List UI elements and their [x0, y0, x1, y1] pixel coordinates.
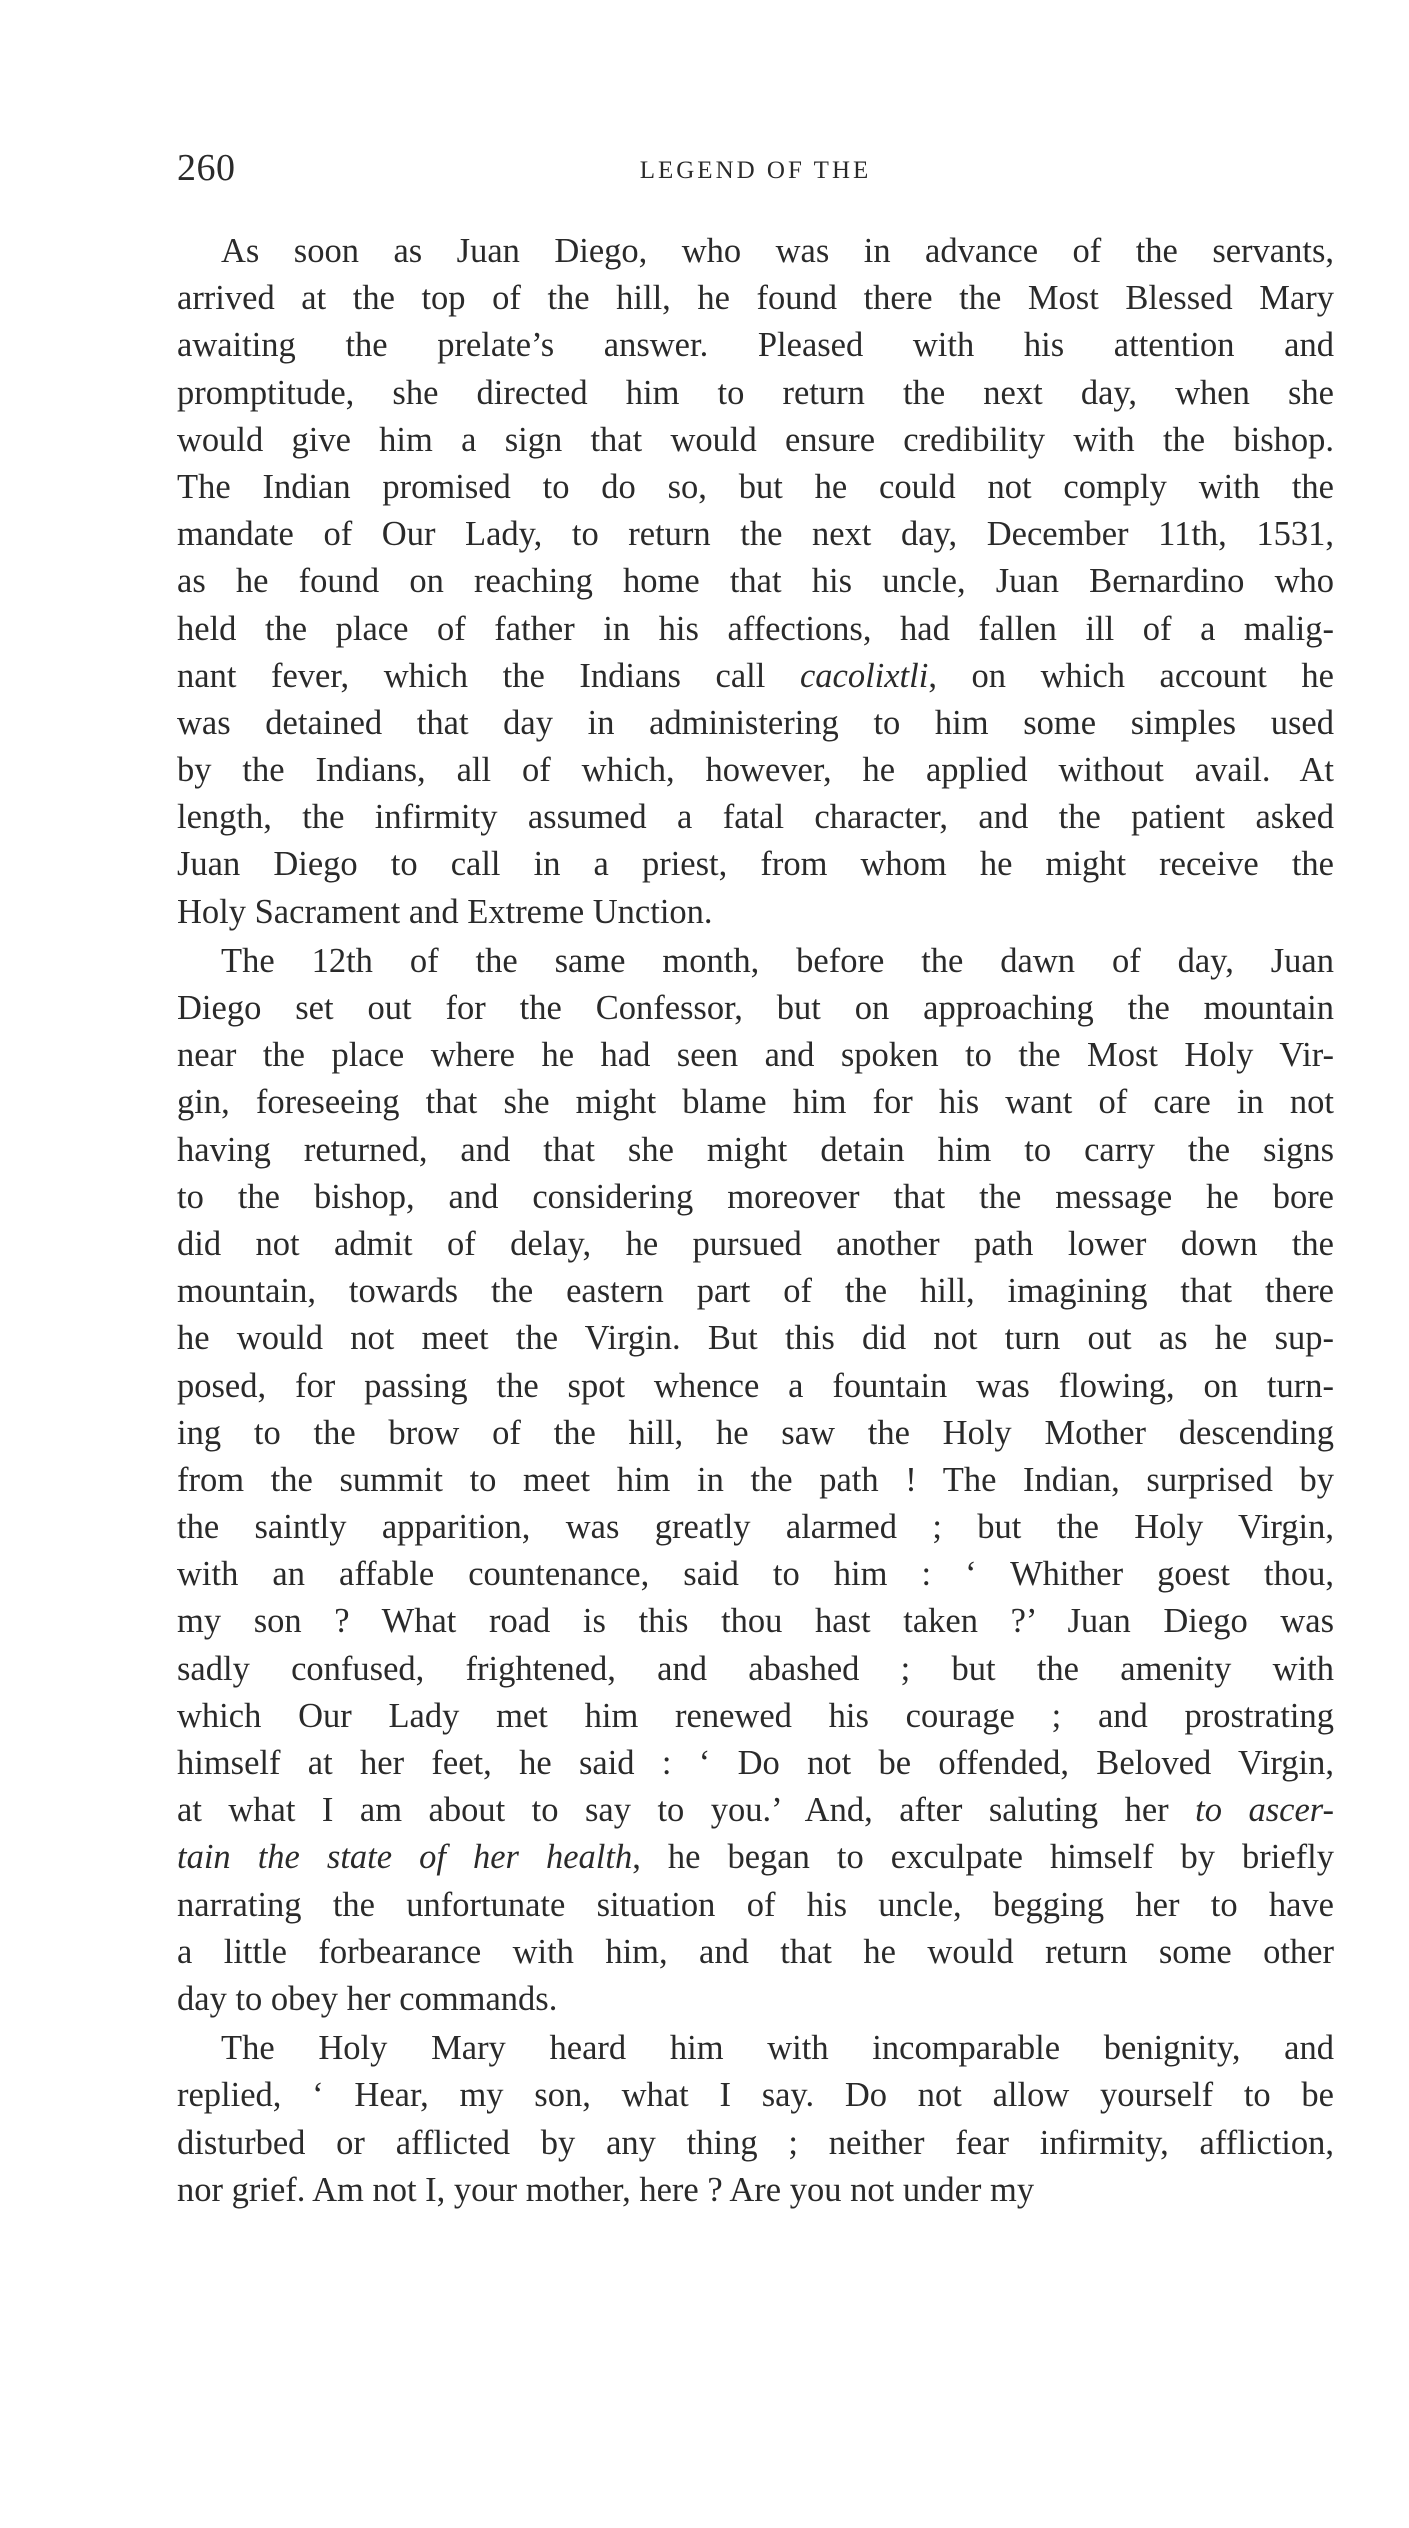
text-line: As soon as Juan Diego, who was in advance of the servants, [221, 232, 1334, 270]
text-line: nor grief. Am not I, your mother, here ? Are you not under my [177, 2170, 1035, 2209]
text-line: The Indian promised to do so, but he could not comply with the [177, 467, 1334, 506]
text-line: Juan Diego to call in a priest, from whom he might receive the [177, 845, 1334, 884]
text-line: my son ? What road is this thou hast taken ?’ Juan Diego was [177, 1602, 1334, 1641]
text-line: awaiting the prelate’s answer. Pleased with his attention and [177, 326, 1334, 365]
text-line: the saintly apparition, was greatly alarmed ; but the Holy Virgin, [177, 1508, 1334, 1547]
text-line: disturbed or afflicted by any thing ; neither fear infirmity, affliction, [177, 2123, 1334, 2162]
italic-text: tain the state of her health [177, 1838, 633, 1877]
italic-text: cacolixtli [799, 656, 929, 695]
text-line: himself at her feet, he said : ‘ Do not be offended, Beloved Virgin, [177, 1744, 1334, 1782]
text-line: promptitude, she directed him to return the next day, when she [177, 373, 1334, 412]
text-line: which Our Lady met him renewed his courage ; and prostrating [177, 1696, 1334, 1735]
text-line: nant fever, which the Indians call cacolixtli, on which account he [177, 656, 1334, 695]
text-line: mountain, towards the eastern part of the hill, imagining that there [177, 1272, 1334, 1311]
text-line: narrating the unfortunate situation of his uncle, begging her to have [177, 1885, 1334, 1924]
text-line: he would not meet the Virgin. But this did not turn out as he sup- [177, 1319, 1334, 1358]
text-line: at what I am about to say to you.’ And, after saluting her to ascer- [177, 1791, 1334, 1830]
text-line: to the bishop, and considering moreover that the message he bore [177, 1177, 1334, 1216]
text-line: held the place of father in his affections, had fallen ill of a malig- [177, 609, 1334, 648]
running-head [177, 148, 1334, 188]
text-line: replied, ‘ Hear, my son, what I say. Do not allow yourself to be [177, 2076, 1334, 2115]
text-line: Holy Sacrament and Extreme Unction. [177, 892, 713, 931]
text-line: gin, foreseeing that she might blame him for his want of care in not [177, 1083, 1334, 1122]
text-line: arrived at the top of the hill, he found there the Most Blessed Mary [177, 279, 1334, 318]
italic-text: to ascer- [1195, 1791, 1334, 1830]
text-line: as he found on reaching home that his uncle, Juan Bernardino who [177, 562, 1334, 601]
text-line: day to obey her commands. [177, 1979, 558, 2018]
text-line: a little forbearance with him, and that he would return some other [177, 1932, 1334, 1971]
text-line: tain the state of her health, he began to exculpate himself by briefly [177, 1838, 1334, 1877]
page-number: 260 [177, 147, 236, 189]
text-line: was detained that day in administering to him some simples used [177, 703, 1334, 742]
body-text [177, 228, 1334, 2214]
text-line: did not admit of delay, he pursued another path lower down the [177, 1224, 1334, 1263]
text-line: from the summit to meet him in the path ! The Indian, surprised by [177, 1460, 1334, 1499]
text-line: would give him a sign that would ensure credibility with the bishop. [177, 420, 1334, 459]
text-line: by the Indians, all of which, however, he applied without avail. At [177, 751, 1334, 790]
text-line: posed, for passing the spot whence a fountain was flowing, on turn- [177, 1366, 1334, 1405]
running-title: LEGEND OF THE [639, 157, 872, 184]
text-line: The Holy Mary heard him with incomparable benignity, and [221, 2029, 1334, 2068]
text-line: near the place where he had seen and spoken to the Most Holy Vir- [177, 1036, 1334, 1075]
text-line: having returned, and that she might detain him to carry the signs [177, 1130, 1334, 1169]
text-line: sadly confused, frightened, and abashed ; but the amenity with [177, 1649, 1334, 1688]
text-line: length, the infirmity assumed a fatal character, and the patient asked [177, 798, 1334, 837]
text-line: Diego set out for the Confessor, but on approaching the mountain [177, 989, 1334, 1027]
text-line: with an affable countenance, said to him : ‘ Whither goest thou, [177, 1555, 1334, 1594]
text-line: ing to the brow of the hill, he saw the Holy Mother descending [177, 1413, 1334, 1452]
text-line: The 12th of the same month, before the dawn of day, Juan [221, 941, 1334, 980]
text-line: mandate of Our Lady, to return the next day, December 11th, 1531, [177, 515, 1334, 554]
